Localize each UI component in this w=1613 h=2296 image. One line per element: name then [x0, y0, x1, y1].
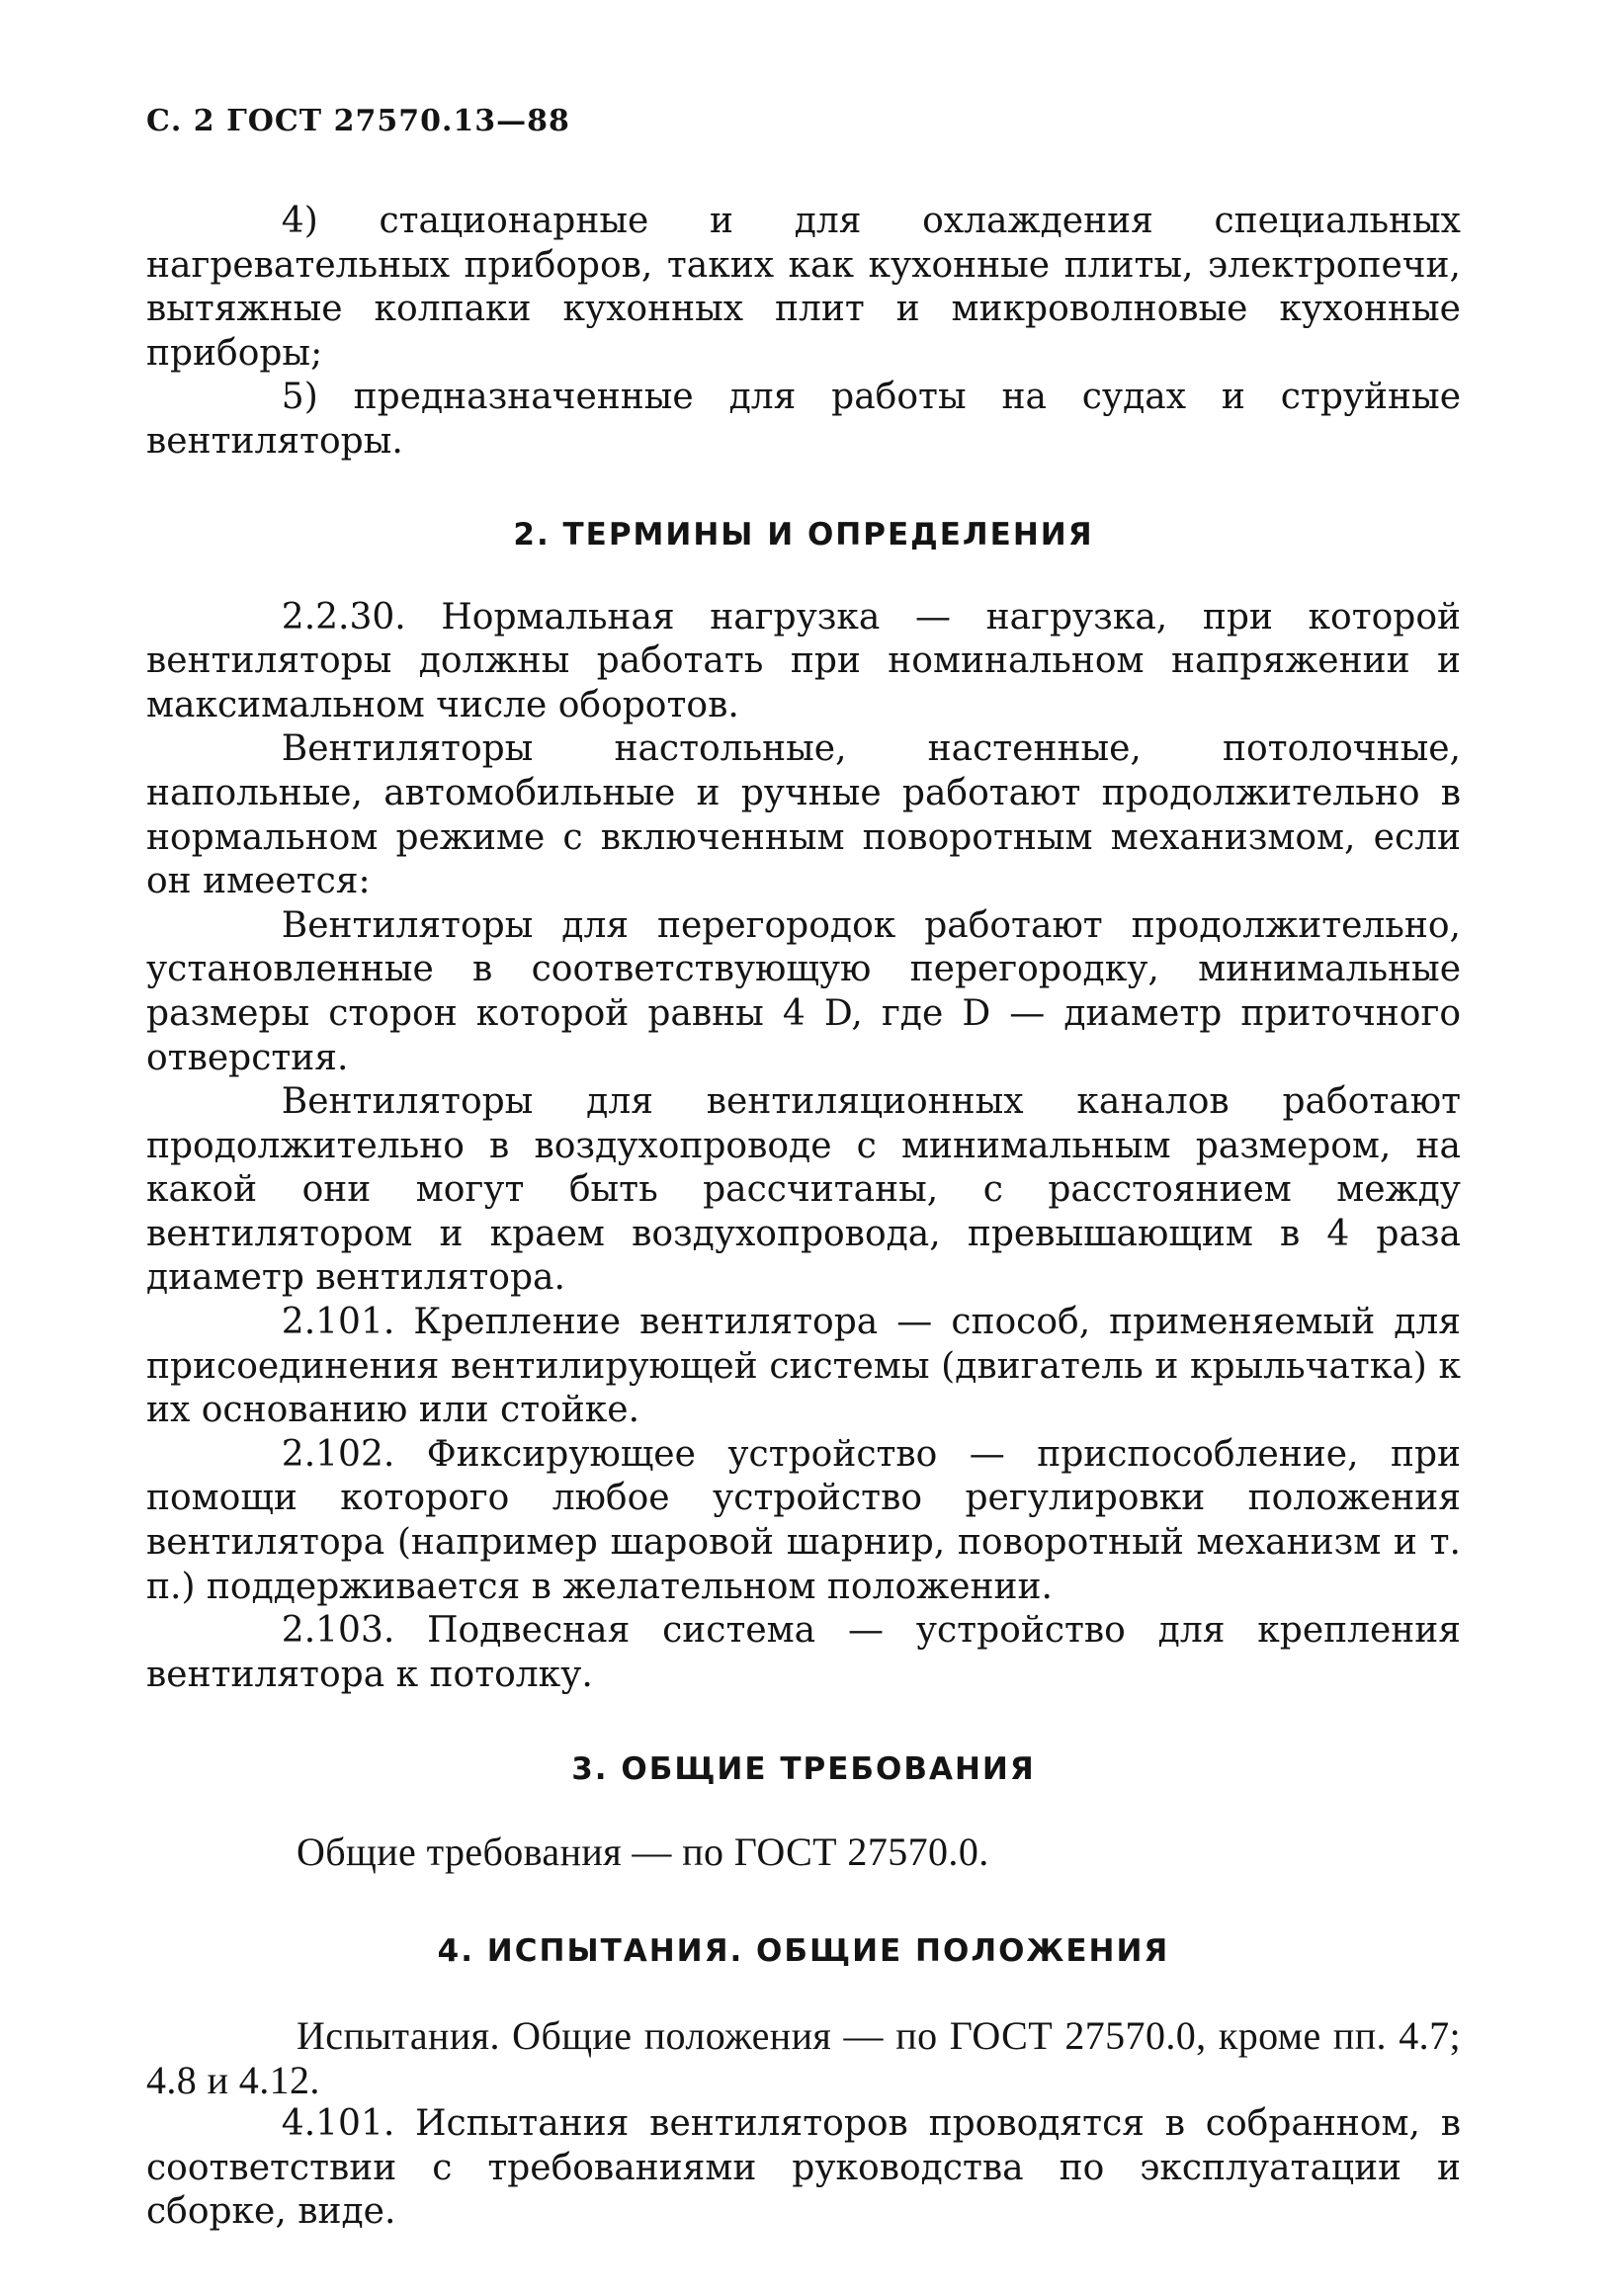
list-item-5: 5) предназначенные для работы на судах и струйные вентиляторы.: [146, 377, 1461, 462]
section-4-title: 4. ИСПЫТАНИЯ. ОБЩИЕ ПОЛОЖЕНИЯ: [437, 1933, 1170, 1969]
paragraph-2-2-30: 2.2.30. Нормальная нагрузка — нагрузка, при которой вентиляторы должны работать при номинальном напряжении и максимальном числе оборотов.: [146, 596, 1461, 725]
paragraph-2-102: 2.102. Фиксирующее устройство — приспособление, при помощи которого любое устройство регулировки положения вентилятора (например шаровой шарнир, поворотный механизм и т. п.) поддерживается в желательном положении.: [146, 1433, 1461, 1607]
section-2-title: 2. ТЕРМИНЫ И ОПРЕДЕЛЕНИЯ: [513, 516, 1094, 553]
paragraph-2-103: 2.103. Подвесная система — устройство для крепления вентилятора к потолку.: [146, 1610, 1461, 1695]
paragraph-general-requirements: Общие требования — по ГОСТ 27570.0.: [297, 1829, 989, 1875]
paragraph-tests-general: Испытания. Общие положения — по ГОСТ 27570.0, кроме пп. 4.7; 4.8 и 4.12.: [146, 2013, 1461, 2102]
paragraph-2-101: 2.101. Крепление вентилятора — способ, применяемый для присоединения вентилирующей системы (двигатель и крыльчатка) к их основанию или стойке.: [146, 1302, 1461, 1431]
list-item-4: 4) стационарные и для охлаждения специальных нагревательных приборов, таких как кухонные плиты, электропечи, вытяжные колпаки кухонных плит и микроволновые кухонные приборы;: [146, 201, 1461, 374]
paragraph-4-101: 4.101. Испытания вентиляторов проводятся в собранном, в соответствии с требованиями руководства по эксплуатации и сборке, виде.: [146, 2103, 1461, 2233]
section-3-title: 3. ОБЩИЕ ТРЕБОВАНИЯ: [571, 1751, 1036, 1788]
paragraph-partition-fans: Вентиляторы для перегородок работают продолжительно, установленные в соответствующую перегородку, минимальные размеры сторон которой равны 4 D, где D — диаметр приточного отверстия.: [146, 904, 1461, 1078]
paragraph-duct-fans: Вентиляторы для вентиляционных каналов работают продолжительно в воздухопроводе с минимальным размером, на какой они могут быть рассчитаны, с расстоянием между вентилятором и краем воздухопровода, превышающим в 4 раза диаметр вентилятора.: [146, 1081, 1461, 1299]
paragraph-desk-fans: Вентиляторы настольные, настенные, потолочные, напольные, автомобильные и ручные работают продолжительно в нормальном режиме с включенным поворотным механизмом, если он имеется:: [146, 728, 1461, 902]
document-page: [146, 104, 1461, 2235]
page-header: С. 2 ГОСТ 27570.13—88: [146, 104, 570, 138]
